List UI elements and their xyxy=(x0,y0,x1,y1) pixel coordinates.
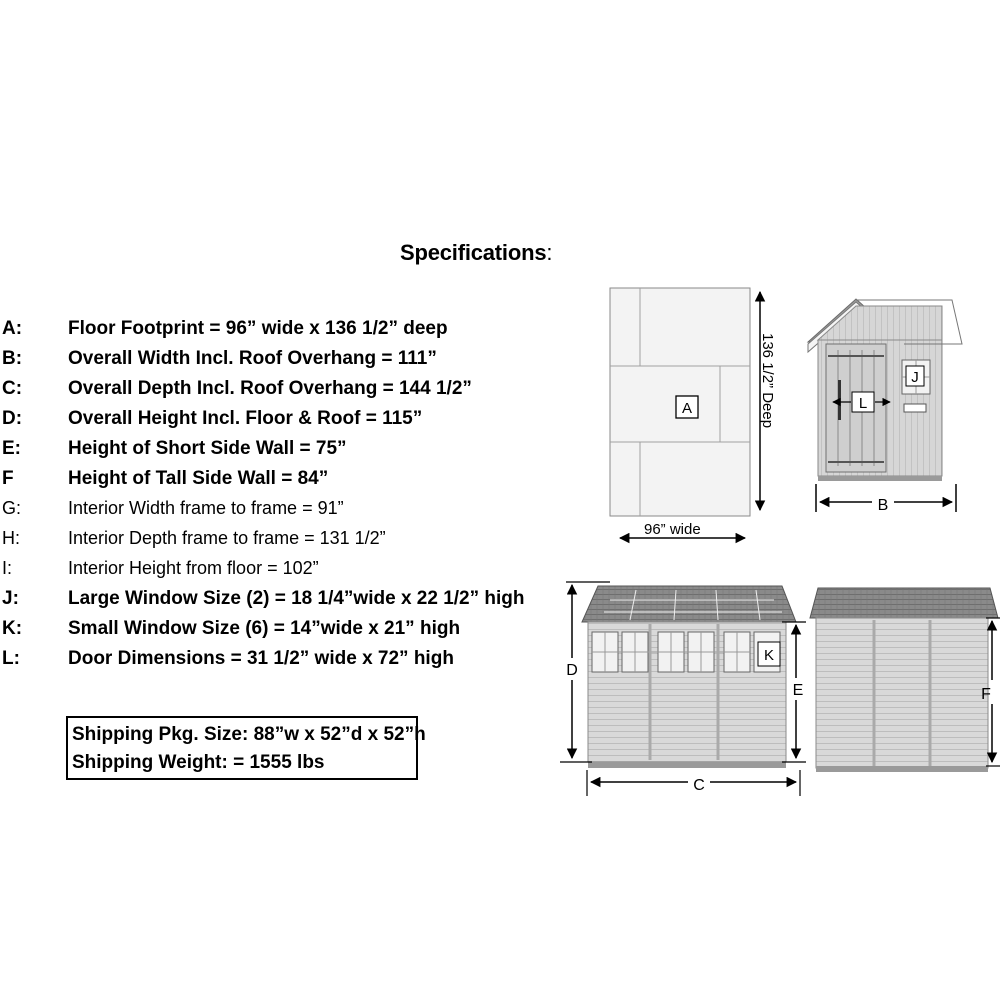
label-j: J xyxy=(911,369,919,386)
window-box xyxy=(904,404,926,412)
side-roof xyxy=(582,586,796,622)
spec-text: Overall Depth Incl. Roof Overhang = 144 1/2” xyxy=(68,378,472,399)
door-hinge-bar xyxy=(838,380,841,420)
spec-text: Large Window Size (2) = 18 1/4”wide x 22 1/2” high xyxy=(68,588,525,609)
spec-text: Overall Width Incl. Roof Overhang = 111” xyxy=(68,348,437,369)
spec-letter: B: xyxy=(2,348,23,369)
label-b: B xyxy=(877,497,889,514)
spec-letter: H: xyxy=(2,528,20,548)
label-k: K xyxy=(763,647,775,664)
spec-letter: J: xyxy=(2,588,19,609)
spec-text: Interior Height from floor = 102” xyxy=(68,558,319,578)
label-c: C xyxy=(693,777,705,794)
spec-text: Small Window Size (6) = 14”wide x 21” high xyxy=(68,618,461,639)
label-a: A xyxy=(681,400,693,417)
spec-text: Height of Short Side Wall = 75” xyxy=(68,438,347,459)
spec-letter: E: xyxy=(2,438,21,459)
back-base xyxy=(816,766,988,772)
spec-text: Overall Height Incl. Floor & Roof = 115” xyxy=(68,408,423,429)
floor-plan xyxy=(610,288,776,538)
spec-text: Height of Tall Side Wall = 84” xyxy=(68,468,329,489)
front-gable-wall xyxy=(818,306,942,340)
spec-letter: D: xyxy=(2,408,23,429)
spec-letter: G: xyxy=(2,498,22,518)
spec-letter: C: xyxy=(2,378,23,399)
back-view xyxy=(810,588,1000,772)
shipping-weight: Shipping Weight: = 1555 lbs xyxy=(72,752,325,773)
side-view-windows xyxy=(560,582,806,796)
spec-text: Door Dimensions = 31 1/2” wide x 72” high xyxy=(68,648,454,669)
label-f: F xyxy=(981,686,991,703)
front-base xyxy=(818,476,942,481)
spec-letter: F xyxy=(2,468,14,489)
spec-text: Interior Width frame to frame = 91” xyxy=(68,498,344,518)
shipping-size: Shipping Pkg. Size: 88”w x 52”d x 52”h xyxy=(72,724,426,745)
back-roof xyxy=(810,588,998,618)
back-wall xyxy=(816,618,988,768)
spec-letter: L: xyxy=(2,648,20,669)
depth-label: 136 1/2” Deep xyxy=(759,333,776,429)
front-view xyxy=(808,299,962,514)
side-base xyxy=(588,762,786,768)
width-label: 96” wide xyxy=(644,521,701,538)
title-text: Specifications xyxy=(400,240,547,265)
spec-letter: A: xyxy=(2,318,23,339)
label-l: L xyxy=(858,395,868,412)
title-colon: : xyxy=(546,240,553,265)
spec-letter: K: xyxy=(2,618,23,639)
spec-letter: I: xyxy=(2,558,13,578)
spec-text: Floor Footprint = 96” wide x 136 1/2” deep xyxy=(68,318,448,339)
label-e: E xyxy=(792,682,804,699)
spec-text: Interior Depth frame to frame = 131 1/2” xyxy=(68,528,386,548)
label-d: D xyxy=(566,662,578,679)
